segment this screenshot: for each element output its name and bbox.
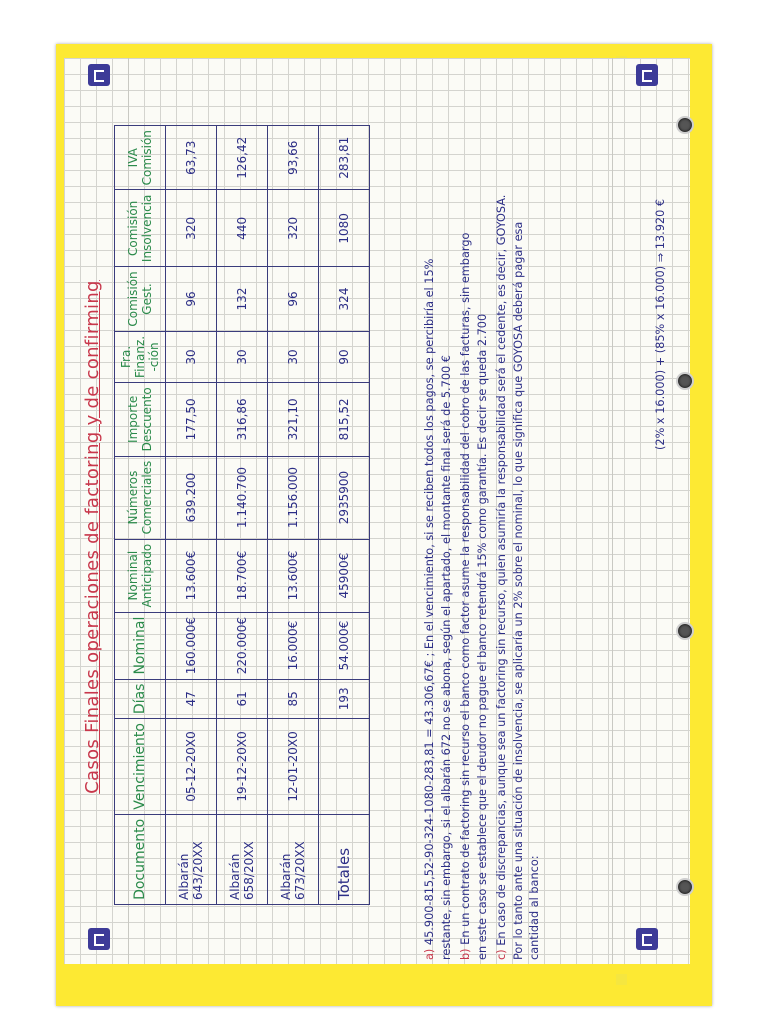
table-cell: 320 [268, 190, 319, 267]
answers-section [422, 120, 544, 960]
table-header-row [115, 126, 166, 905]
factoring-table [114, 125, 370, 905]
answer-label: c) [495, 949, 508, 960]
table-row [166, 126, 217, 905]
table-cell: 30 [166, 331, 217, 382]
table-cell: 12-01-20X0 [268, 719, 319, 815]
table-cell: 13.600€ [166, 539, 217, 612]
totals-label: Totales [319, 814, 370, 904]
table-header: Vencimiento [115, 719, 166, 815]
answer-c-line: Por lo tanto ante una situación de insolvencia, se aplicaría un 2% sobre el nominal, lo que significa que GOYOSA deberá pagar esa [511, 221, 525, 960]
table-cell: 321,10 [268, 383, 319, 456]
table-cell [319, 719, 370, 815]
table-cell: 1080 [319, 190, 370, 267]
table-cell: 283,81 [319, 126, 370, 190]
table-header: Fra. Finanz. -ción [115, 331, 166, 382]
table-header: Días [115, 679, 166, 719]
table-cell: 193 [319, 679, 370, 719]
table-cell: 639.200 [166, 456, 217, 539]
table-cell: 05-12-20X0 [166, 719, 217, 815]
table-header: IVA Comisión [115, 126, 166, 190]
table-header: Comisión Insolvencia [115, 190, 166, 267]
table-cell: 1.140.700 [217, 456, 268, 539]
table-cell: Albarán 658/20XX [217, 814, 268, 904]
answer-b-line [458, 120, 474, 960]
calculation-result: (2% x 16.000) + (85% x 16.000) ⇒ 13.920 € [654, 198, 667, 450]
table-cell: 2935900 [319, 456, 370, 539]
table-cell: 126,42 [217, 126, 268, 190]
answer-a-line: restante, sin embargo, si el albarán 672 no se abona, según el apartado, el montante final será de 5.700 € [439, 355, 453, 960]
table-cell: 132 [217, 267, 268, 331]
table-cell: 93,66 [268, 126, 319, 190]
table-cell: 440 [217, 190, 268, 267]
table-cell: 324 [319, 267, 370, 331]
table-cell: 316,86 [217, 383, 268, 456]
answer-text: En caso de discrepancias, aunque sea un factoring sin recurso, quien asumiría la responsabilidad será el cedente, es decir, GOYOSA. [495, 194, 508, 946]
table-cell: 63,73 [166, 126, 217, 190]
table-cell: 47 [166, 679, 217, 719]
table-cell: 54.000€ [319, 612, 370, 679]
table-header: Importe Descuento [115, 383, 166, 456]
table-cell: 30 [217, 331, 268, 382]
table-cell: 96 [166, 267, 217, 331]
table-header: Nominal Anticipado [115, 539, 166, 612]
table-cell: 96 [268, 267, 319, 331]
answer-a-line [422, 120, 438, 960]
table-cell: 160.000€ [166, 612, 217, 679]
rotated-page-content [64, 84, 690, 990]
table-row [268, 126, 319, 905]
answer-c-line [494, 120, 510, 960]
table-cell: 815,52 [319, 383, 370, 456]
table-header: Números Comerciales [115, 456, 166, 539]
table-totals-row [319, 126, 370, 905]
table-cell: 30 [268, 331, 319, 382]
table-header: Documento [115, 814, 166, 904]
table-cell: 177,50 [166, 383, 217, 456]
page-title: Casos Finales operaciones de factoring y de confirming [82, 280, 103, 794]
table-cell: Albarán 643/20XX [166, 814, 217, 904]
table-cell: 85 [268, 679, 319, 719]
table-header: Comisión Gest. [115, 267, 166, 331]
table-cell: 220.000€ [217, 612, 268, 679]
answer-c-line: cantidad al banco: [528, 855, 541, 960]
notebook-logo-icon [636, 64, 658, 86]
table-row [217, 126, 268, 905]
answer-label: a) [423, 948, 436, 960]
table-cell: 18.700€ [217, 539, 268, 612]
answer-b-line: en este caso se establece que el deudor no pague el banco retendrá 15% como garantía. Es decir se queda 2.700 [475, 313, 489, 960]
table-cell: 1.156.000 [268, 456, 319, 539]
table-cell: Albarán 673/20XX [268, 814, 319, 904]
answer-text: 45.900-815,52-90-324-1080-283,81 = 43.306,67€ ; En el vencimiento, si se reciben todos los pagos, se percibiría el 15% [423, 258, 436, 946]
table-cell: 16.000€ [268, 612, 319, 679]
notebook-logo-icon [88, 64, 110, 86]
table-cell: 61 [217, 679, 268, 719]
table-header: Nominal [115, 612, 166, 679]
table-cell: 19-12-20X0 [217, 719, 268, 815]
table-cell: 13.600€ [268, 539, 319, 612]
table-cell: 320 [166, 190, 217, 267]
table-cell: 90 [319, 331, 370, 382]
table-cell: 45900€ [319, 539, 370, 612]
answer-label: b) [459, 948, 472, 960]
answer-text: En un contrato de factoring sin recurso el banco como factor asume la responsabilidad del cobro de las facturas, sin embargo [459, 232, 472, 945]
